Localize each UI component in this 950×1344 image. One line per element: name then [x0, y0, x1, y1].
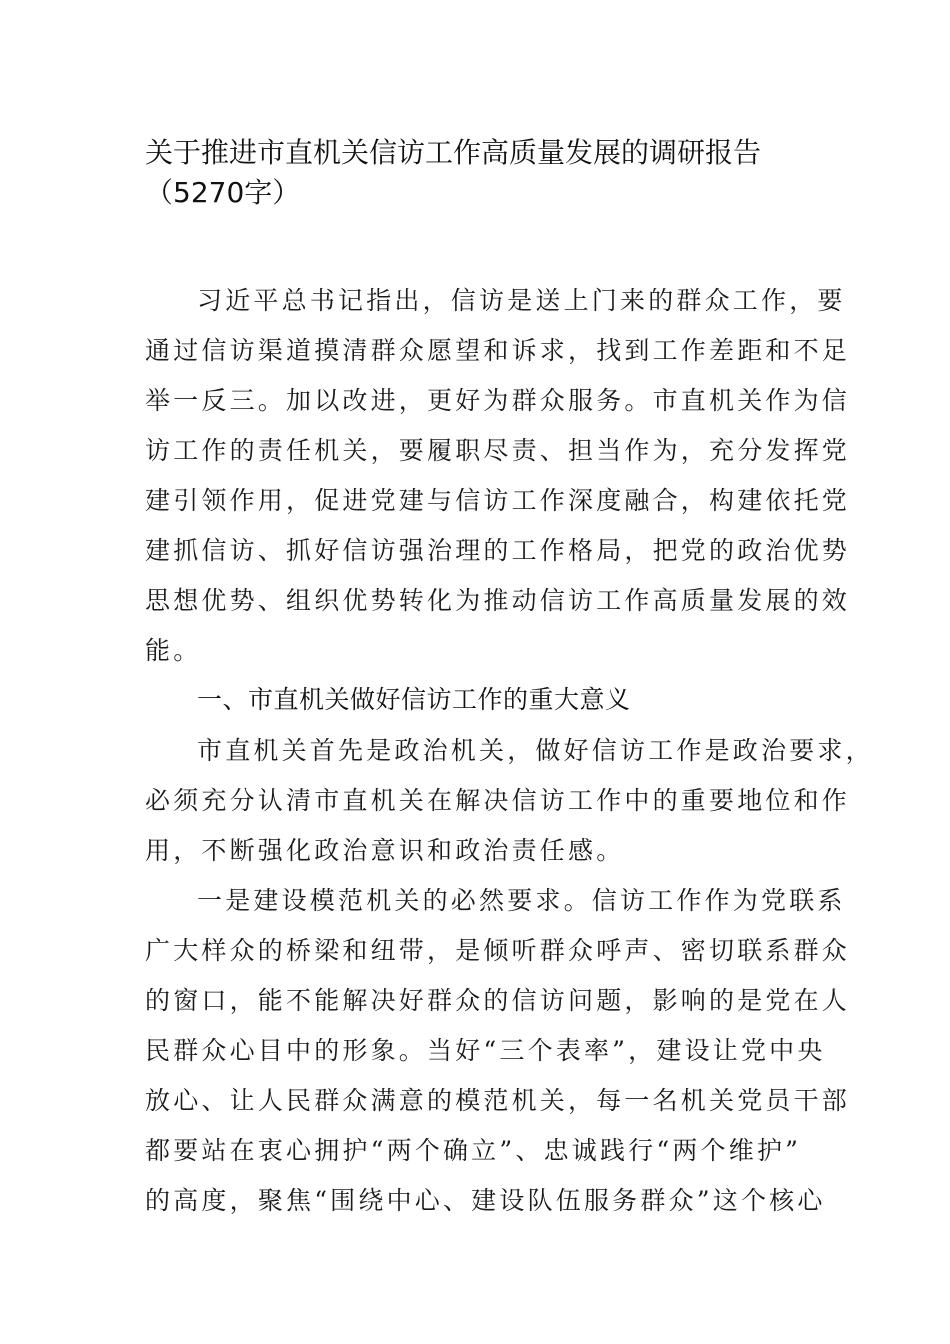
- paragraph-line: 民群众心目中的形象。当好“三个表率”，建设让党中央: [145, 1036, 826, 1065]
- paragraph-line: 市直机关首先是政治机关，做好信访工作是政治要求，: [197, 736, 874, 765]
- paragraph-line: 用，不断强化政治意识和政治责任感。: [145, 836, 625, 865]
- paragraph-line: 建抓信访、抓好信访强治理的工作格局，把党的政治优势: [145, 536, 851, 565]
- section-heading: 一、市直机关做好信访工作的重大意义: [197, 685, 631, 714]
- paragraph-line: 的窗口，能不能解决好群众的信访问题，影响的是党在人: [145, 986, 851, 1015]
- title-line-1: 关于推进市直机关信访工作高质量发展的调研报告: [145, 136, 762, 169]
- paragraph-line: 思想优势、组织优势转化为推动信访工作高质量发展的效: [145, 586, 851, 615]
- paragraph-line: 放心、让人民群众满意的模范机关，每一名机关党员干部: [145, 1086, 851, 1115]
- paragraph-line: 能。: [145, 636, 202, 665]
- paragraph-line: 的高度，聚焦“围绕中心、建设队伍服务群众”这个核心: [145, 1186, 826, 1215]
- paragraph-line: 都要站在衷心拥护“两个确立”、忠诚践行“两个维护”: [145, 1136, 802, 1165]
- paragraph-line: 建引领作用，促进党建与信访工作深度融合，构建依托党: [145, 486, 851, 515]
- document-title: [145, 133, 825, 213]
- paragraph-line: 访工作的责任机关，要履职尽责、担当作为，充分发挥党: [145, 436, 851, 465]
- title-line-2: （5270字）: [145, 176, 301, 209]
- paragraph-line: 广大样众的桥梁和纽带，是倾听群众呼声、密切联系群众: [145, 936, 851, 965]
- paragraph-line: 必须充分认清市直机关在解决信访工作中的重要地位和作: [145, 786, 851, 815]
- paragraph-line: 习近平总书记指出，信访是送上门来的群众工作，要: [197, 286, 846, 315]
- paragraph-line: 举一反三。加以改进，更好为群众服务。市直机关作为信: [145, 386, 851, 415]
- paragraph-line: 一是建设模范机关的必然要求。信访工作作为党联系: [197, 886, 846, 915]
- paragraph-line: 通过信访渠道摸清群众愿望和诉求，找到工作差距和不足: [145, 336, 851, 365]
